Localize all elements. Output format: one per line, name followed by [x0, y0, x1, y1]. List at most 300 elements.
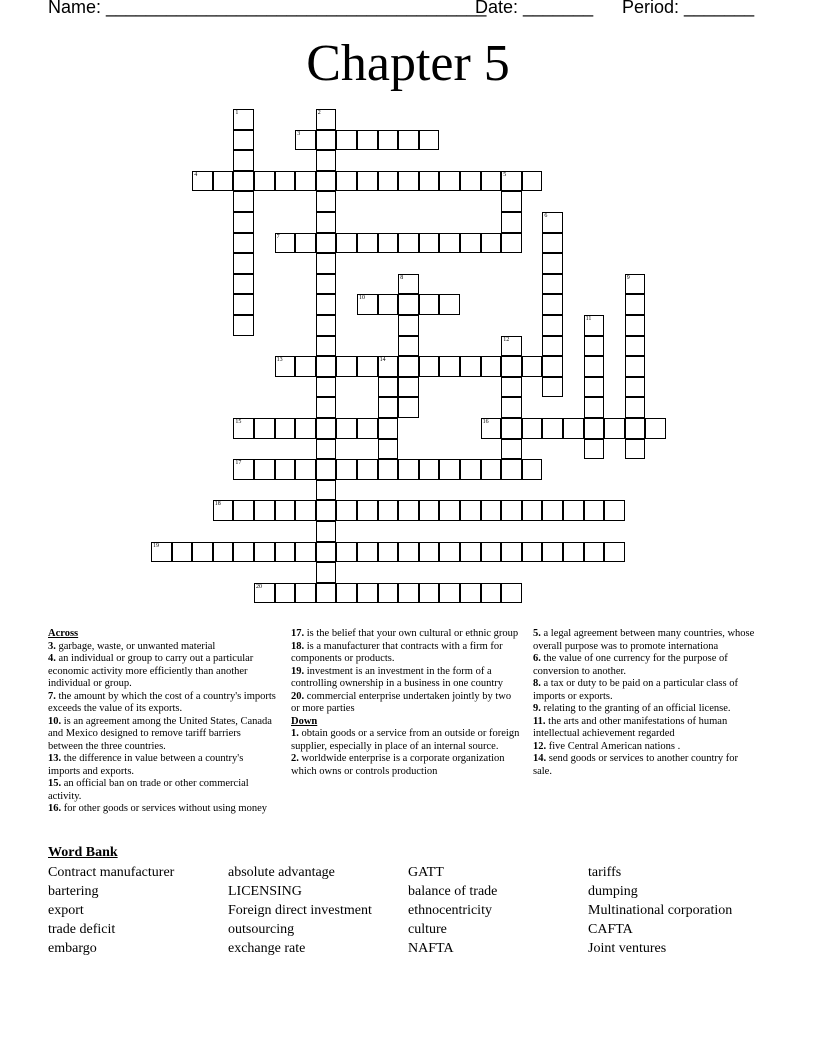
- grid-cell[interactable]: [316, 233, 337, 254]
- word-bank-column: [408, 863, 497, 958]
- grid-cell[interactable]: [233, 500, 254, 521]
- grid-cell[interactable]: [378, 356, 399, 377]
- grid-cell[interactable]: [336, 233, 357, 254]
- grid-cell[interactable]: [275, 500, 296, 521]
- grid-cell[interactable]: [357, 500, 378, 521]
- grid-cell[interactable]: [439, 500, 460, 521]
- grid-cell[interactable]: [501, 233, 522, 254]
- clue-text: a tax or duty to be paid on a particular class of imports or exports.: [533, 678, 738, 702]
- grid-cell[interactable]: [398, 336, 419, 357]
- grid-cell[interactable]: [481, 418, 502, 439]
- clue-text: five Central American nations .: [546, 740, 681, 752]
- grid-cell[interactable]: [357, 171, 378, 192]
- clue-number: 4: [194, 171, 198, 178]
- word-bank-item: tariffs: [588, 865, 622, 880]
- grid-cell[interactable]: [233, 274, 254, 295]
- grid-cell[interactable]: [378, 418, 399, 439]
- grid-cell[interactable]: [522, 418, 543, 439]
- clue-num: 2.: [291, 753, 299, 764]
- grid-cell[interactable]: [316, 480, 337, 501]
- clue-num: 3.: [48, 640, 56, 652]
- grid-cell[interactable]: [295, 356, 316, 377]
- grid-cell[interactable]: [439, 583, 460, 604]
- grid-cell[interactable]: [336, 542, 357, 563]
- grid-cell[interactable]: [378, 377, 399, 398]
- grid-cell[interactable]: [295, 130, 316, 151]
- clue-num: 4.: [48, 653, 56, 664]
- grid-cell[interactable]: [378, 294, 399, 315]
- clue-num: 14.: [533, 753, 547, 764]
- word-bank-item: ethnocentricity: [408, 903, 492, 918]
- word-bank-item: absolute advantage: [228, 865, 335, 880]
- grid-cell[interactable]: [501, 542, 522, 563]
- clue-num: 17.: [291, 628, 305, 639]
- clue-item: [533, 678, 759, 703]
- grid-cell[interactable]: [501, 459, 522, 480]
- clue-number: 11: [585, 316, 592, 322]
- clue-item: [48, 691, 276, 716]
- grid-cell[interactable]: [460, 542, 481, 563]
- grid-cell[interactable]: [378, 459, 399, 480]
- grid-cell[interactable]: [357, 542, 378, 563]
- grid-cell[interactable]: [419, 294, 440, 315]
- grid-cell[interactable]: [645, 418, 666, 439]
- grid-cell[interactable]: [316, 130, 337, 151]
- word-bank-item: dumping: [588, 884, 638, 899]
- grid-cell[interactable]: [542, 336, 563, 357]
- word-bank-item: bartering: [48, 884, 99, 899]
- grid-cell[interactable]: [542, 212, 563, 233]
- grid-cell[interactable]: [419, 356, 440, 377]
- grid-cell[interactable]: [501, 191, 522, 212]
- grid-cell[interactable]: [398, 315, 419, 336]
- grid-cell[interactable]: [316, 253, 337, 274]
- clue-number: 7: [276, 233, 280, 240]
- grid-cell[interactable]: [316, 150, 337, 171]
- grid-cell[interactable]: [192, 171, 213, 192]
- grid-cell[interactable]: [522, 542, 543, 563]
- grid-cell[interactable]: [295, 459, 316, 480]
- grid-cell[interactable]: [460, 356, 481, 377]
- clue-number: 10: [359, 295, 365, 302]
- grid-cell[interactable]: [233, 171, 254, 192]
- grid-cell[interactable]: [542, 500, 563, 521]
- grid-cell[interactable]: [295, 500, 316, 521]
- grid-cell[interactable]: [604, 418, 625, 439]
- grid-cell[interactable]: [275, 171, 296, 192]
- period-field: Period: _______: [622, 0, 755, 17]
- grid-cell[interactable]: [584, 418, 605, 439]
- grid-cell[interactable]: [604, 542, 625, 563]
- clue-text: relating to the granting of an official license.: [540, 703, 731, 714]
- clue-text: worldwide enterprise is a corporate organization which owns or controls production: [291, 753, 505, 777]
- clue-text: for other goods or services without using money: [61, 803, 268, 814]
- clue-num: 10.: [48, 715, 62, 727]
- grid-cell[interactable]: [378, 397, 399, 418]
- word-bank-column: [588, 863, 732, 958]
- clue-num: 1.: [291, 728, 299, 739]
- grid-cell[interactable]: [316, 439, 337, 460]
- clue-text: is the belief that your own cultural or ethnic group: [304, 628, 519, 639]
- grid-cell[interactable]: [316, 521, 337, 542]
- grid-cell[interactable]: [625, 336, 646, 357]
- clue-item: [291, 753, 521, 778]
- grid-cell[interactable]: [398, 274, 419, 295]
- grid-cell[interactable]: [398, 500, 419, 521]
- grid-cell[interactable]: [460, 583, 481, 604]
- grid-cell[interactable]: [419, 233, 440, 254]
- grid-cell[interactable]: [316, 171, 337, 192]
- clue-number: 17: [235, 460, 242, 467]
- grid-cell[interactable]: [460, 500, 481, 521]
- grid-cell[interactable]: [419, 542, 440, 563]
- grid-cell[interactable]: [460, 171, 481, 192]
- grid-cell[interactable]: [625, 274, 646, 295]
- grid-cell[interactable]: [501, 418, 522, 439]
- grid-cell[interactable]: [501, 356, 522, 377]
- grid-cell[interactable]: [275, 583, 296, 604]
- grid-cell[interactable]: [233, 150, 254, 171]
- clue-text: is an agreement among the United States, Canada and Mexico designed to remove tariff barriers between the three countries.: [48, 715, 272, 752]
- clue-item: [48, 753, 276, 778]
- clue-text: an official ban on trade or other commercial activity.: [48, 778, 249, 802]
- grid-cell[interactable]: [398, 459, 419, 480]
- grid-cell[interactable]: [254, 583, 275, 604]
- clue-item: [48, 803, 276, 816]
- grid-cell[interactable]: [275, 233, 296, 254]
- word-bank-item: Multinational corporation: [588, 903, 733, 918]
- grid-cell[interactable]: [522, 459, 543, 480]
- word-bank-item: Contract manufacturer: [48, 865, 175, 880]
- grid-cell[interactable]: [563, 418, 584, 439]
- clue-num: 7.: [48, 690, 56, 702]
- grid-cell[interactable]: [398, 397, 419, 418]
- clue-num: 15.: [48, 778, 62, 789]
- clue-num: 20.: [291, 690, 305, 702]
- grid-cell[interactable]: [398, 542, 419, 563]
- grid-cell[interactable]: [481, 583, 502, 604]
- grid-cell[interactable]: [584, 542, 605, 563]
- clue-number: 16: [482, 419, 489, 425]
- grid-cell[interactable]: [625, 439, 646, 460]
- grid-cell[interactable]: [316, 397, 337, 418]
- grid-cell[interactable]: [481, 542, 502, 563]
- clue-item: [533, 653, 759, 678]
- grid-cell[interactable]: [295, 542, 316, 563]
- grid-cell[interactable]: [233, 191, 254, 212]
- grid-cell[interactable]: [460, 459, 481, 480]
- grid-cell[interactable]: [542, 356, 563, 377]
- clue-num: 8.: [533, 678, 541, 689]
- clue-num: 9.: [533, 703, 541, 714]
- clue-num: 18.: [291, 640, 305, 652]
- grid-cell[interactable]: [316, 377, 337, 398]
- word-bank-item: culture: [408, 922, 447, 937]
- grid-cell[interactable]: [378, 130, 399, 151]
- word-bank-item: Joint ventures: [588, 941, 667, 956]
- down-clues-col3: [533, 628, 759, 778]
- grid-cell[interactable]: [584, 356, 605, 377]
- grid-cell[interactable]: [501, 439, 522, 460]
- grid-cell[interactable]: [398, 130, 419, 151]
- grid-cell[interactable]: [439, 542, 460, 563]
- grid-cell[interactable]: [584, 500, 605, 521]
- grid-cell[interactable]: [316, 583, 337, 604]
- grid-cell[interactable]: [584, 439, 605, 460]
- grid-cell[interactable]: [625, 356, 646, 377]
- grid-cell[interactable]: [213, 171, 234, 192]
- grid-cell[interactable]: [625, 377, 646, 398]
- grid-cell[interactable]: [357, 233, 378, 254]
- clue-text: obtain goods or a service from an outside or foreign supplier, especially in place of an internal source.: [291, 728, 520, 752]
- grid-cell[interactable]: [604, 500, 625, 521]
- grid-cell[interactable]: [439, 356, 460, 377]
- clue-number: 5: [503, 171, 507, 178]
- clue-item: [48, 653, 276, 691]
- grid-cell[interactable]: [316, 562, 337, 583]
- word-bank-column: [48, 863, 174, 958]
- grid-cell[interactable]: [316, 212, 337, 233]
- grid-cell[interactable]: [378, 500, 399, 521]
- clue-item: [533, 741, 759, 754]
- grid-cell[interactable]: [233, 253, 254, 274]
- clue-num: 16.: [48, 803, 62, 814]
- clue-num: 6.: [533, 653, 541, 664]
- clue-number: 18: [214, 501, 221, 508]
- grid-cell[interactable]: [542, 418, 563, 439]
- clue-item: [533, 628, 759, 653]
- grid-cell[interactable]: [439, 233, 460, 254]
- grid-cell[interactable]: [563, 500, 584, 521]
- grid-cell[interactable]: [563, 542, 584, 563]
- grid-cell[interactable]: [542, 315, 563, 336]
- grid-cell[interactable]: [501, 397, 522, 418]
- grid-cell[interactable]: [336, 459, 357, 480]
- grid-cell[interactable]: [213, 542, 234, 563]
- grid-cell[interactable]: [233, 315, 254, 336]
- clue-item: [533, 716, 759, 741]
- clue-number: 12: [503, 336, 510, 343]
- clue-item: [533, 703, 759, 716]
- grid-cell[interactable]: [316, 109, 337, 130]
- grid-cell[interactable]: [398, 233, 419, 254]
- grid-cell[interactable]: [254, 171, 275, 192]
- grid-cell[interactable]: [378, 233, 399, 254]
- word-bank-item: exchange rate: [228, 941, 306, 956]
- clue-text: commercial enterprise undertaken jointly by two or more parties: [291, 690, 512, 714]
- grid-cell[interactable]: [357, 130, 378, 151]
- grid-cell[interactable]: [233, 418, 254, 439]
- grid-cell[interactable]: [295, 583, 316, 604]
- grid-cell[interactable]: [316, 542, 337, 563]
- grid-cell[interactable]: [275, 356, 296, 377]
- word-bank-item: export: [48, 903, 84, 918]
- grid-cell[interactable]: [501, 377, 522, 398]
- grid-cell[interactable]: [357, 583, 378, 604]
- grid-cell[interactable]: [542, 542, 563, 563]
- grid-cell[interactable]: [254, 418, 275, 439]
- grid-cell[interactable]: [233, 459, 254, 480]
- grid-cell[interactable]: [398, 356, 419, 377]
- grid-cell[interactable]: [316, 418, 337, 439]
- grid-cell[interactable]: [233, 130, 254, 151]
- grid-cell[interactable]: [501, 500, 522, 521]
- grid-cell[interactable]: [419, 459, 440, 480]
- grid-cell[interactable]: [398, 171, 419, 192]
- grid-cell[interactable]: [295, 233, 316, 254]
- clue-num: 11.: [533, 715, 546, 727]
- grid-cell[interactable]: [481, 356, 502, 377]
- grid-cell[interactable]: [501, 171, 522, 192]
- clue-number: 14: [379, 357, 386, 364]
- grid-cell[interactable]: [542, 233, 563, 254]
- word-bank-item: trade deficit: [48, 922, 116, 937]
- grid-cell[interactable]: [357, 356, 378, 377]
- grid-cell[interactable]: [542, 274, 563, 295]
- clue-text: an individual or group to carry out a particular economic activity more efficiently than another individual or group.: [48, 653, 254, 689]
- grid-cell[interactable]: [316, 459, 337, 480]
- grid-cell[interactable]: [481, 459, 502, 480]
- clue-text: the difference in value between a country's imports and exports.: [48, 753, 244, 777]
- grid-cell[interactable]: [378, 542, 399, 563]
- grid-cell[interactable]: [316, 336, 337, 357]
- grid-cell[interactable]: [316, 500, 337, 521]
- grid-cell[interactable]: [172, 542, 193, 563]
- grid-cell[interactable]: [192, 542, 213, 563]
- clue-number: 3: [297, 130, 301, 137]
- grid-cell[interactable]: [357, 459, 378, 480]
- grid-cell[interactable]: [542, 253, 563, 274]
- grid-cell[interactable]: [336, 356, 357, 377]
- word-bank-item: CAFTA: [588, 922, 633, 937]
- grid-cell[interactable]: [254, 459, 275, 480]
- grid-cell[interactable]: [151, 542, 172, 563]
- grid-cell[interactable]: [233, 212, 254, 233]
- clue-number: 1: [235, 110, 239, 116]
- grid-cell[interactable]: [584, 315, 605, 336]
- word-bank-item: NAFTA: [408, 941, 454, 956]
- grid-cell[interactable]: [275, 418, 296, 439]
- clue-num: 5.: [533, 628, 541, 639]
- grid-cell[interactable]: [233, 294, 254, 315]
- word-bank-item: GATT: [408, 865, 444, 880]
- clue-text: is a manufacturer that contracts with a firm for components or products.: [291, 640, 503, 664]
- grid-cell[interactable]: [336, 418, 357, 439]
- grid-cell[interactable]: [316, 294, 337, 315]
- across-heading: Across: [48, 628, 79, 639]
- grid-cell[interactable]: [398, 583, 419, 604]
- grid-cell[interactable]: [439, 294, 460, 315]
- clue-item: [291, 628, 521, 641]
- clue-number: 20: [256, 583, 262, 590]
- grid-cell[interactable]: [275, 459, 296, 480]
- grid-cell[interactable]: [378, 583, 399, 604]
- grid-cell[interactable]: [378, 439, 399, 460]
- grid-cell[interactable]: [419, 500, 440, 521]
- grid-cell[interactable]: [501, 583, 522, 604]
- grid-cell[interactable]: [584, 377, 605, 398]
- grid-cell[interactable]: [295, 171, 316, 192]
- grid-cell[interactable]: [584, 336, 605, 357]
- clue-text: the arts and other manifestations of human intellectual achievement regarded: [533, 715, 728, 739]
- grid-cell[interactable]: [419, 583, 440, 604]
- grid-cell[interactable]: [522, 171, 543, 192]
- date-field: Date: _______: [475, 0, 594, 17]
- clue-number: 15: [235, 419, 242, 425]
- grid-cell[interactable]: [316, 274, 337, 295]
- grid-cell[interactable]: [378, 171, 399, 192]
- grid-cell[interactable]: [295, 418, 316, 439]
- grid-cell[interactable]: [419, 171, 440, 192]
- grid-cell[interactable]: [213, 500, 234, 521]
- clue-text: a legal agreement between many countries, whose overall purpose was to promote internationa: [533, 628, 755, 652]
- grid-cell[interactable]: [233, 233, 254, 254]
- clue-item: [48, 778, 276, 803]
- grid-cell[interactable]: [625, 397, 646, 418]
- grid-cell[interactable]: [316, 356, 337, 377]
- grid-cell[interactable]: [275, 542, 296, 563]
- grid-cell[interactable]: [336, 500, 357, 521]
- grid-cell[interactable]: [439, 459, 460, 480]
- grid-cell[interactable]: [357, 418, 378, 439]
- grid-cell[interactable]: [336, 583, 357, 604]
- clue-number: 19: [153, 542, 159, 549]
- grid-cell[interactable]: [584, 397, 605, 418]
- grid-cell[interactable]: [522, 356, 543, 377]
- clues-col2: [291, 628, 521, 778]
- grid-cell[interactable]: [316, 315, 337, 336]
- grid-cell[interactable]: [336, 171, 357, 192]
- clue-item: [48, 641, 276, 654]
- grid-cell[interactable]: [336, 130, 357, 151]
- grid-cell[interactable]: [254, 542, 275, 563]
- grid-cell[interactable]: [398, 294, 419, 315]
- grid-cell[interactable]: [542, 377, 563, 398]
- grid-cell[interactable]: [233, 109, 254, 130]
- word-bank-item: LICENSING: [228, 884, 302, 899]
- clue-num: 12.: [533, 740, 547, 752]
- grid-cell[interactable]: [542, 294, 563, 315]
- grid-cell[interactable]: [501, 336, 522, 357]
- grid-cell[interactable]: [625, 418, 646, 439]
- grid-cell[interactable]: [625, 294, 646, 315]
- grid-cell[interactable]: [316, 191, 337, 212]
- clue-number: 9: [626, 274, 630, 281]
- grid-cell[interactable]: [625, 315, 646, 336]
- grid-cell[interactable]: [398, 377, 419, 398]
- word-bank-item: outsourcing: [228, 922, 295, 937]
- grid-cell[interactable]: [419, 130, 440, 151]
- grid-cell[interactable]: [254, 500, 275, 521]
- grid-cell[interactable]: [460, 233, 481, 254]
- clue-num: 13.: [48, 753, 62, 764]
- grid-cell[interactable]: [481, 233, 502, 254]
- grid-cell[interactable]: [481, 171, 502, 192]
- grid-cell[interactable]: [501, 212, 522, 233]
- clue-text: send goods or services to another country for sale.: [533, 753, 738, 777]
- grid-cell[interactable]: [357, 294, 378, 315]
- grid-cell[interactable]: [481, 500, 502, 521]
- clue-number: 2: [317, 110, 321, 116]
- word-bank-column: [228, 863, 372, 958]
- clue-item: [291, 691, 521, 716]
- clue-number: 13: [276, 357, 283, 364]
- grid-cell[interactable]: [233, 542, 254, 563]
- word-bank-item: balance of trade: [408, 884, 498, 899]
- grid-cell[interactable]: [522, 500, 543, 521]
- grid-cell[interactable]: [439, 171, 460, 192]
- clue-item: [48, 716, 276, 754]
